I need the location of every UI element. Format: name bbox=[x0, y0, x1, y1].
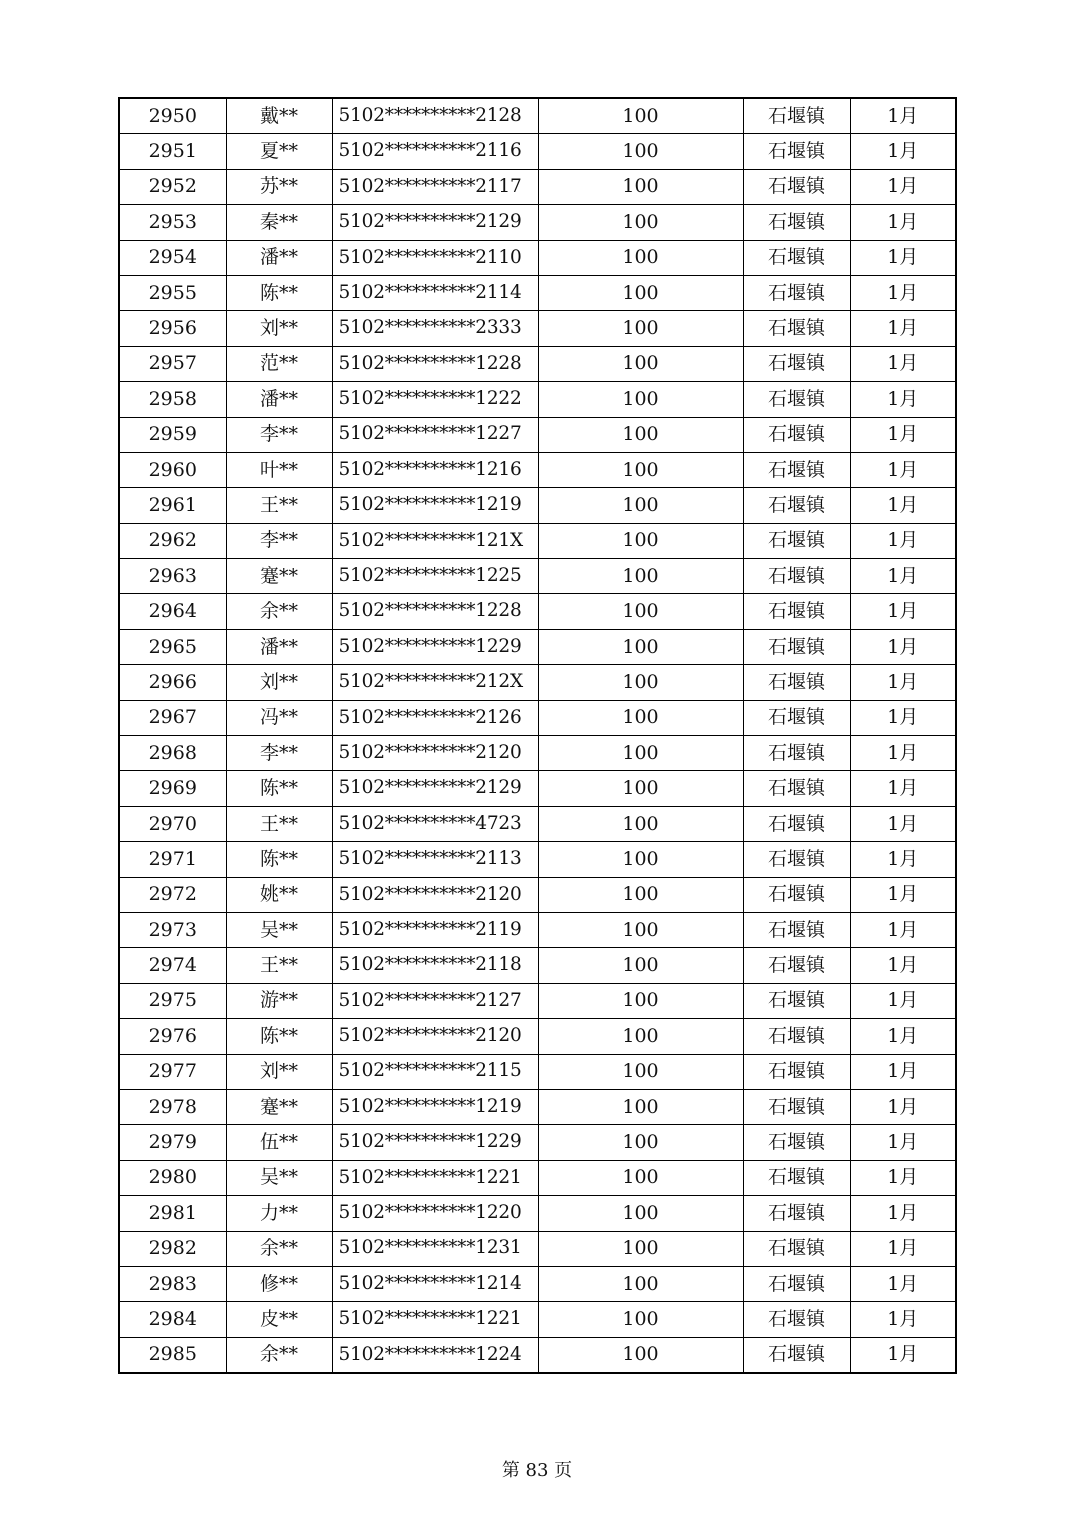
cell-town: 石堰镇 bbox=[743, 346, 850, 381]
cell-amount: 100 bbox=[538, 311, 743, 346]
table-row bbox=[119, 559, 956, 594]
cell-number: 2977 bbox=[119, 1054, 226, 1089]
cell-month: 1月 bbox=[850, 1266, 956, 1301]
cell-id-number: 5102**********2129 bbox=[332, 771, 538, 806]
cell-name: 皮** bbox=[226, 1302, 332, 1337]
cell-name: 陈** bbox=[226, 275, 332, 310]
cell-town: 石堰镇 bbox=[743, 948, 850, 983]
cell-amount: 100 bbox=[538, 806, 743, 841]
cell-id-number: 5102**********1228 bbox=[332, 594, 538, 629]
cell-month: 1月 bbox=[850, 1019, 956, 1054]
cell-month: 1月 bbox=[850, 1160, 956, 1195]
table-row bbox=[119, 665, 956, 700]
cell-month: 1月 bbox=[850, 452, 956, 487]
cell-number: 2960 bbox=[119, 452, 226, 487]
cell-town: 石堰镇 bbox=[743, 98, 850, 134]
cell-number: 2956 bbox=[119, 311, 226, 346]
table-row bbox=[119, 523, 956, 558]
cell-name: 夏** bbox=[226, 134, 332, 169]
cell-number: 2983 bbox=[119, 1266, 226, 1301]
table-row bbox=[119, 1160, 956, 1195]
cell-id-number: 5102**********2114 bbox=[332, 275, 538, 310]
cell-month: 1月 bbox=[850, 948, 956, 983]
table-row bbox=[119, 205, 956, 240]
cell-month: 1月 bbox=[850, 912, 956, 947]
table-row bbox=[119, 983, 956, 1018]
cell-town: 石堰镇 bbox=[743, 452, 850, 487]
cell-number: 2963 bbox=[119, 559, 226, 594]
cell-id-number: 5102**********1214 bbox=[332, 1266, 538, 1301]
cell-month: 1月 bbox=[850, 98, 956, 134]
cell-name: 李** bbox=[226, 417, 332, 452]
table-row bbox=[119, 488, 956, 523]
cell-town: 石堰镇 bbox=[743, 1054, 850, 1089]
cell-month: 1月 bbox=[850, 417, 956, 452]
cell-amount: 100 bbox=[538, 1054, 743, 1089]
cell-amount: 100 bbox=[538, 700, 743, 735]
cell-name: 潘** bbox=[226, 382, 332, 417]
cell-town: 石堰镇 bbox=[743, 311, 850, 346]
cell-town: 石堰镇 bbox=[743, 523, 850, 558]
cell-amount: 100 bbox=[538, 594, 743, 629]
cell-amount: 100 bbox=[538, 452, 743, 487]
cell-amount: 100 bbox=[538, 1019, 743, 1054]
cell-id-number: 5102**********1220 bbox=[332, 1196, 538, 1231]
cell-amount: 100 bbox=[538, 346, 743, 381]
table-row bbox=[119, 417, 956, 452]
page-number: 第 83 页 bbox=[501, 1460, 573, 1481]
cell-amount: 100 bbox=[538, 417, 743, 452]
cell-amount: 100 bbox=[538, 1337, 743, 1373]
table-row bbox=[119, 877, 956, 912]
table-row bbox=[119, 594, 956, 629]
cell-id-number: 5102**********1221 bbox=[332, 1302, 538, 1337]
cell-amount: 100 bbox=[538, 842, 743, 877]
cell-amount: 100 bbox=[538, 523, 743, 558]
cell-amount: 100 bbox=[538, 665, 743, 700]
table-row bbox=[119, 275, 956, 310]
cell-town: 石堰镇 bbox=[743, 205, 850, 240]
cell-name: 陈** bbox=[226, 771, 332, 806]
cell-amount: 100 bbox=[538, 559, 743, 594]
cell-amount: 100 bbox=[538, 1089, 743, 1124]
table-row bbox=[119, 98, 956, 134]
cell-month: 1月 bbox=[850, 806, 956, 841]
cell-name: 刘** bbox=[226, 665, 332, 700]
cell-number: 2975 bbox=[119, 983, 226, 1018]
cell-month: 1月 bbox=[850, 594, 956, 629]
cell-name: 修** bbox=[226, 1266, 332, 1301]
table-row bbox=[119, 1196, 956, 1231]
cell-number: 2974 bbox=[119, 948, 226, 983]
cell-number: 2964 bbox=[119, 594, 226, 629]
cell-month: 1月 bbox=[850, 1196, 956, 1231]
cell-name: 戴** bbox=[226, 98, 332, 134]
cell-id-number: 5102**********2127 bbox=[332, 983, 538, 1018]
cell-number: 2967 bbox=[119, 700, 226, 735]
cell-id-number: 5102**********2113 bbox=[332, 842, 538, 877]
cell-amount: 100 bbox=[538, 134, 743, 169]
cell-amount: 100 bbox=[538, 1196, 743, 1231]
cell-town: 石堰镇 bbox=[743, 665, 850, 700]
cell-number: 2970 bbox=[119, 806, 226, 841]
cell-number: 2958 bbox=[119, 382, 226, 417]
cell-month: 1月 bbox=[850, 665, 956, 700]
records-table bbox=[118, 97, 957, 1374]
cell-amount: 100 bbox=[538, 877, 743, 912]
cell-id-number: 5102**********1229 bbox=[332, 629, 538, 664]
cell-amount: 100 bbox=[538, 169, 743, 204]
cell-name: 吴** bbox=[226, 912, 332, 947]
cell-number: 2954 bbox=[119, 240, 226, 275]
table-row bbox=[119, 240, 956, 275]
cell-number: 2981 bbox=[119, 1196, 226, 1231]
cell-town: 石堰镇 bbox=[743, 1125, 850, 1160]
cell-month: 1月 bbox=[850, 240, 956, 275]
cell-name: 伍** bbox=[226, 1125, 332, 1160]
cell-id-number: 5102**********212X bbox=[332, 665, 538, 700]
cell-month: 1月 bbox=[850, 1231, 956, 1266]
cell-number: 2982 bbox=[119, 1231, 226, 1266]
cell-town: 石堰镇 bbox=[743, 771, 850, 806]
cell-month: 1月 bbox=[850, 275, 956, 310]
cell-name: 叶** bbox=[226, 452, 332, 487]
cell-month: 1月 bbox=[850, 877, 956, 912]
table-row bbox=[119, 842, 956, 877]
cell-town: 石堰镇 bbox=[743, 134, 850, 169]
cell-amount: 100 bbox=[538, 1266, 743, 1301]
cell-amount: 100 bbox=[538, 736, 743, 771]
cell-town: 石堰镇 bbox=[743, 1160, 850, 1195]
cell-name: 余** bbox=[226, 594, 332, 629]
cell-town: 石堰镇 bbox=[743, 842, 850, 877]
cell-name: 陈** bbox=[226, 1019, 332, 1054]
cell-town: 石堰镇 bbox=[743, 594, 850, 629]
cell-name: 苏** bbox=[226, 169, 332, 204]
cell-town: 石堰镇 bbox=[743, 1231, 850, 1266]
cell-number: 2952 bbox=[119, 169, 226, 204]
cell-month: 1月 bbox=[850, 382, 956, 417]
cell-id-number: 5102**********2126 bbox=[332, 700, 538, 735]
cell-id-number: 5102**********1225 bbox=[332, 559, 538, 594]
cell-number: 2961 bbox=[119, 488, 226, 523]
cell-name: 范** bbox=[226, 346, 332, 381]
table-row bbox=[119, 806, 956, 841]
table-row bbox=[119, 1089, 956, 1124]
cell-id-number: 5102**********1231 bbox=[332, 1231, 538, 1266]
cell-name: 蹇** bbox=[226, 559, 332, 594]
cell-amount: 100 bbox=[538, 240, 743, 275]
cell-name: 李** bbox=[226, 736, 332, 771]
table-row bbox=[119, 1019, 956, 1054]
table-row bbox=[119, 912, 956, 947]
cell-id-number: 5102**********1219 bbox=[332, 1089, 538, 1124]
cell-town: 石堰镇 bbox=[743, 912, 850, 947]
cell-name: 王** bbox=[226, 488, 332, 523]
cell-number: 2985 bbox=[119, 1337, 226, 1373]
table-row bbox=[119, 311, 956, 346]
cell-name: 李** bbox=[226, 523, 332, 558]
cell-id-number: 5102**********2129 bbox=[332, 205, 538, 240]
cell-name: 陈** bbox=[226, 842, 332, 877]
cell-town: 石堰镇 bbox=[743, 1089, 850, 1124]
table-row bbox=[119, 134, 956, 169]
cell-id-number: 5102**********2119 bbox=[332, 912, 538, 947]
cell-id-number: 5102**********1227 bbox=[332, 417, 538, 452]
cell-town: 石堰镇 bbox=[743, 1196, 850, 1231]
cell-month: 1月 bbox=[850, 488, 956, 523]
cell-number: 2971 bbox=[119, 842, 226, 877]
cell-town: 石堰镇 bbox=[743, 1337, 850, 1373]
cell-amount: 100 bbox=[538, 948, 743, 983]
table-row bbox=[119, 1054, 956, 1089]
cell-name: 王** bbox=[226, 806, 332, 841]
cell-number: 2976 bbox=[119, 1019, 226, 1054]
cell-id-number: 5102**********2120 bbox=[332, 736, 538, 771]
table-row bbox=[119, 771, 956, 806]
cell-town: 石堰镇 bbox=[743, 240, 850, 275]
table-row bbox=[119, 169, 956, 204]
cell-number: 2978 bbox=[119, 1089, 226, 1124]
cell-name: 余** bbox=[226, 1231, 332, 1266]
cell-amount: 100 bbox=[538, 1125, 743, 1160]
cell-id-number: 5102**********1224 bbox=[332, 1337, 538, 1373]
cell-id-number: 5102**********121X bbox=[332, 523, 538, 558]
cell-name: 刘** bbox=[226, 1054, 332, 1089]
cell-amount: 100 bbox=[538, 912, 743, 947]
cell-number: 2979 bbox=[119, 1125, 226, 1160]
cell-town: 石堰镇 bbox=[743, 488, 850, 523]
cell-number: 2950 bbox=[119, 98, 226, 134]
cell-town: 石堰镇 bbox=[743, 700, 850, 735]
cell-id-number: 5102**********4723 bbox=[332, 806, 538, 841]
cell-month: 1月 bbox=[850, 736, 956, 771]
cell-month: 1月 bbox=[850, 205, 956, 240]
cell-name: 姚** bbox=[226, 877, 332, 912]
table-row bbox=[119, 382, 956, 417]
cell-town: 石堰镇 bbox=[743, 1266, 850, 1301]
cell-name: 潘** bbox=[226, 629, 332, 664]
cell-id-number: 5102**********1229 bbox=[332, 1125, 538, 1160]
cell-number: 2953 bbox=[119, 205, 226, 240]
cell-id-number: 5102**********2333 bbox=[332, 311, 538, 346]
cell-number: 2955 bbox=[119, 275, 226, 310]
cell-id-number: 5102**********2110 bbox=[332, 240, 538, 275]
cell-amount: 100 bbox=[538, 98, 743, 134]
cell-month: 1月 bbox=[850, 1054, 956, 1089]
cell-town: 石堰镇 bbox=[743, 559, 850, 594]
cell-name: 吴** bbox=[226, 1160, 332, 1195]
cell-name: 蹇** bbox=[226, 1089, 332, 1124]
cell-name: 力** bbox=[226, 1196, 332, 1231]
table-row bbox=[119, 1266, 956, 1301]
cell-month: 1月 bbox=[850, 700, 956, 735]
cell-amount: 100 bbox=[538, 382, 743, 417]
cell-id-number: 5102**********2117 bbox=[332, 169, 538, 204]
cell-amount: 100 bbox=[538, 771, 743, 806]
cell-month: 1月 bbox=[850, 1302, 956, 1337]
cell-town: 石堰镇 bbox=[743, 169, 850, 204]
cell-town: 石堰镇 bbox=[743, 382, 850, 417]
cell-id-number: 5102**********1222 bbox=[332, 382, 538, 417]
cell-town: 石堰镇 bbox=[743, 417, 850, 452]
cell-number: 2973 bbox=[119, 912, 226, 947]
cell-month: 1月 bbox=[850, 523, 956, 558]
cell-amount: 100 bbox=[538, 629, 743, 664]
cell-id-number: 5102**********2118 bbox=[332, 948, 538, 983]
cell-number: 2984 bbox=[119, 1302, 226, 1337]
cell-amount: 100 bbox=[538, 1231, 743, 1266]
cell-id-number: 5102**********2120 bbox=[332, 1019, 538, 1054]
cell-number: 2966 bbox=[119, 665, 226, 700]
cell-amount: 100 bbox=[538, 275, 743, 310]
cell-month: 1月 bbox=[850, 134, 956, 169]
cell-number: 2980 bbox=[119, 1160, 226, 1195]
table-row bbox=[119, 700, 956, 735]
cell-month: 1月 bbox=[850, 629, 956, 664]
cell-month: 1月 bbox=[850, 842, 956, 877]
cell-town: 石堰镇 bbox=[743, 983, 850, 1018]
table-row bbox=[119, 1302, 956, 1337]
cell-name: 刘** bbox=[226, 311, 332, 346]
cell-name: 游** bbox=[226, 983, 332, 1018]
table-row bbox=[119, 1125, 956, 1160]
cell-id-number: 5102**********2120 bbox=[332, 877, 538, 912]
cell-amount: 100 bbox=[538, 1160, 743, 1195]
cell-town: 石堰镇 bbox=[743, 736, 850, 771]
cell-name: 潘** bbox=[226, 240, 332, 275]
cell-month: 1月 bbox=[850, 559, 956, 594]
table-row bbox=[119, 1337, 956, 1373]
cell-name: 冯** bbox=[226, 700, 332, 735]
cell-id-number: 5102**********1216 bbox=[332, 452, 538, 487]
cell-town: 石堰镇 bbox=[743, 877, 850, 912]
cell-amount: 100 bbox=[538, 983, 743, 1018]
cell-town: 石堰镇 bbox=[743, 629, 850, 664]
table-row bbox=[119, 736, 956, 771]
cell-amount: 100 bbox=[538, 1302, 743, 1337]
cell-number: 2969 bbox=[119, 771, 226, 806]
cell-name: 余** bbox=[226, 1337, 332, 1373]
cell-id-number: 5102**********1228 bbox=[332, 346, 538, 381]
cell-month: 1月 bbox=[850, 311, 956, 346]
cell-name: 秦** bbox=[226, 205, 332, 240]
cell-month: 1月 bbox=[850, 771, 956, 806]
records-body bbox=[119, 98, 956, 1373]
cell-id-number: 5102**********1221 bbox=[332, 1160, 538, 1195]
cell-number: 2962 bbox=[119, 523, 226, 558]
cell-id-number: 5102**********2128 bbox=[332, 98, 538, 134]
cell-month: 1月 bbox=[850, 1089, 956, 1124]
cell-number: 2968 bbox=[119, 736, 226, 771]
cell-month: 1月 bbox=[850, 1125, 956, 1160]
cell-month: 1月 bbox=[850, 346, 956, 381]
cell-town: 石堰镇 bbox=[743, 806, 850, 841]
cell-id-number: 5102**********2115 bbox=[332, 1054, 538, 1089]
cell-name: 王** bbox=[226, 948, 332, 983]
cell-number: 2951 bbox=[119, 134, 226, 169]
cell-month: 1月 bbox=[850, 169, 956, 204]
table-row bbox=[119, 452, 956, 487]
cell-amount: 100 bbox=[538, 205, 743, 240]
table-row bbox=[119, 1231, 956, 1266]
table-row bbox=[119, 629, 956, 664]
cell-number: 2959 bbox=[119, 417, 226, 452]
cell-number: 2957 bbox=[119, 346, 226, 381]
table-row bbox=[119, 346, 956, 381]
cell-month: 1月 bbox=[850, 983, 956, 1018]
cell-town: 石堰镇 bbox=[743, 1302, 850, 1337]
cell-id-number: 5102**********2116 bbox=[332, 134, 538, 169]
table-row bbox=[119, 948, 956, 983]
cell-number: 2972 bbox=[119, 877, 226, 912]
cell-month: 1月 bbox=[850, 1337, 956, 1373]
cell-id-number: 5102**********1219 bbox=[332, 488, 538, 523]
cell-amount: 100 bbox=[538, 488, 743, 523]
cell-town: 石堰镇 bbox=[743, 275, 850, 310]
cell-town: 石堰镇 bbox=[743, 1019, 850, 1054]
cell-number: 2965 bbox=[119, 629, 226, 664]
